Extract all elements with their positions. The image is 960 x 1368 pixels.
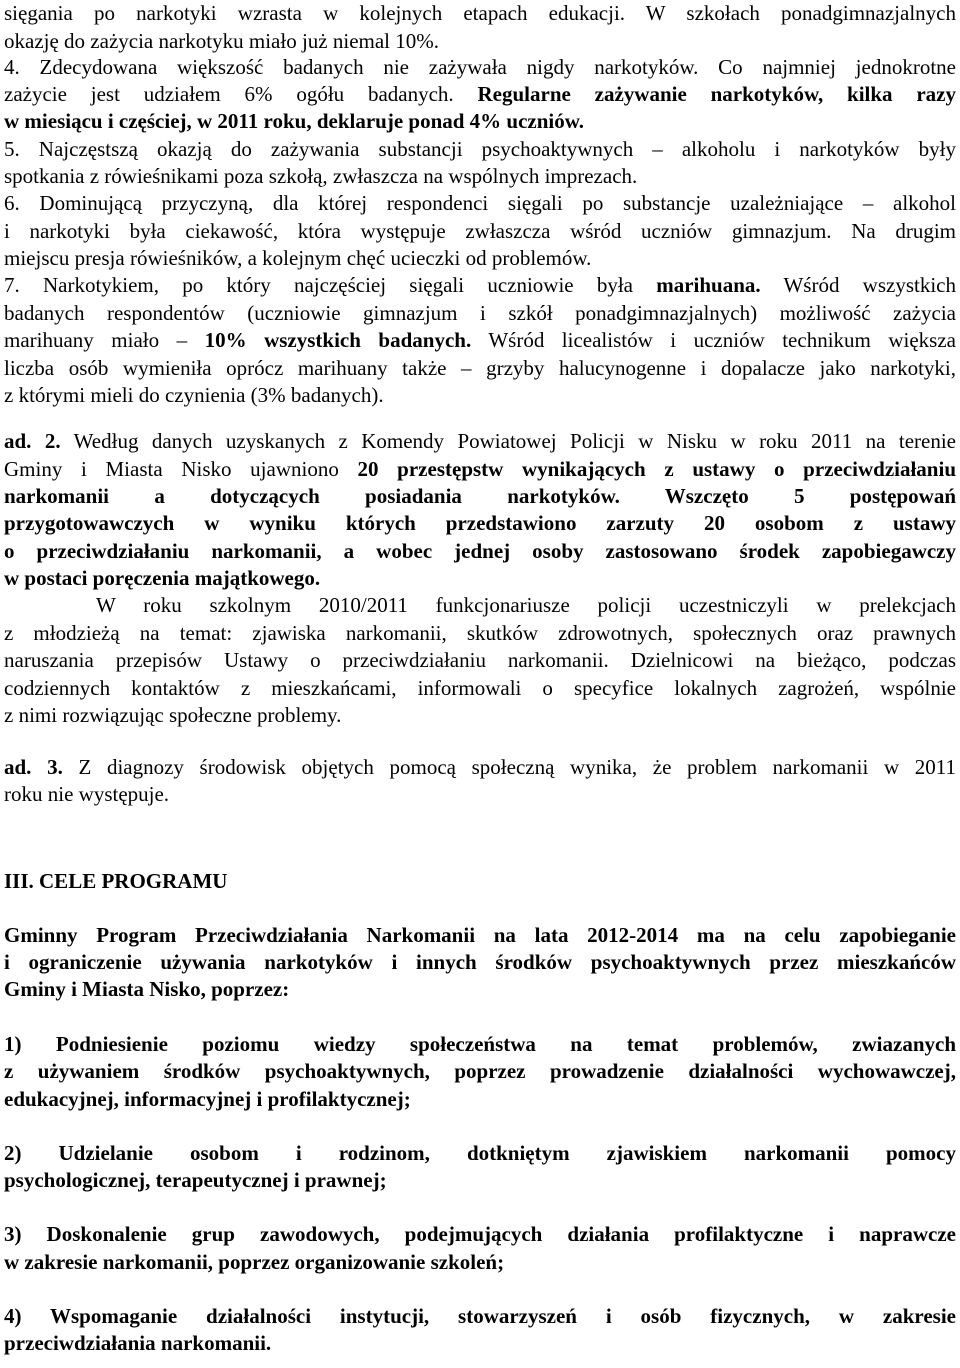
- bold-text: III. CELE PROGRAMU: [4, 869, 228, 893]
- bold-text: Regularne zażywanie narkotyków, kilka razy: [477, 82, 956, 106]
- text-line: [4, 1330, 956, 1356]
- text-line: [4, 136, 956, 162]
- text-line: [4, 781, 956, 807]
- bold-text: marihuana.: [656, 273, 761, 297]
- text-line: [4, 0, 956, 26]
- text-line: [4, 922, 956, 948]
- text-line: [4, 382, 956, 408]
- text-line: [4, 456, 956, 482]
- text-line: [4, 1086, 956, 1112]
- bold-text: psychologicznej, terapeutycznej i prawnej;: [4, 1168, 387, 1192]
- bold-text: o przeciwdziałaniu narkomanii, a wobec jednej osoby zastosowano środek zapobiegawczy: [4, 539, 956, 563]
- bold-text: 10% wszystkich badanych.: [204, 328, 472, 352]
- text-run: z młodzieżą na temat: zjawiska narkomanii, skutków zdrowotnych, społecznych oraz prawnych: [4, 621, 956, 645]
- bold-text: przeciwdziałania narkomanii.: [4, 1331, 272, 1355]
- text-run: 7. Narkotykiem, po który najczęściej sięgali uczniowie była: [4, 273, 657, 297]
- text-line: [4, 1167, 956, 1193]
- bold-text: 20 przestępstw wynikających z ustawy o przeciwdziałaniu: [357, 457, 957, 481]
- text-run: codziennych kontaktów z mieszkańcami, informowali o specyfice lokalnych zagrożeń, wspólnie: [4, 676, 956, 700]
- text-run: z nimi rozwiązując społeczne problemy.: [4, 703, 342, 727]
- text-line: [4, 483, 956, 509]
- text-line: [4, 1140, 956, 1166]
- text-line: [4, 272, 956, 298]
- text-run: liczba osób wymieniła oprócz marihuany także – grzyby halucynogenne i dopalacze jako narkotyki,: [4, 356, 956, 380]
- text-line: [96, 592, 956, 618]
- text-run: 5. Najczęstszą okazją do zażywania substancji psychoaktywnych – alkoholu i narkotyków były: [4, 137, 956, 161]
- text-run: 4. Zdecydowana większość badanych nie zażywała nigdy narkotyków. Co najmniej jednokrotne: [4, 55, 956, 79]
- text-line: [4, 355, 956, 381]
- bold-text: Gminy i Miasta Nisko, poprzez:: [4, 977, 290, 1001]
- bold-text: przygotowawczych w wyniku których przedstawiono zarzuty 20 osobom z ustawy: [4, 511, 956, 535]
- text-line: [4, 218, 956, 244]
- text-line: [4, 1058, 956, 1084]
- text-run: 6. Dominującą przyczyną, dla której respondenci sięgali po substancje uzależniające – alkohol: [4, 191, 956, 215]
- text-run: Wśród wszystkich: [760, 273, 956, 297]
- text-line: [4, 428, 956, 454]
- text-run: W roku szkolnym 2010/2011 funkcjonariusze policji uczestniczyli w prelekcjach: [96, 593, 956, 617]
- text-line: [4, 81, 956, 107]
- bold-text: w miesiącu i częściej, w 2011 roku, deklaruje ponad 4% uczniów.: [4, 109, 585, 133]
- bold-text: ad. 3.: [4, 755, 63, 779]
- bold-text: Gminny Program Przeciwdziałania Narkomanii na lata 2012-2014 ma na celu zapobieganie: [4, 923, 956, 947]
- text-line: [4, 245, 956, 271]
- text-run: roku nie występuje.: [4, 782, 170, 806]
- text-run: i narkotyki była ciekawość, która występuje zwłaszcza wśród uczniów gimnazjum. Na drugim: [4, 219, 956, 243]
- bold-text: narkomanii a dotyczących posiadania narkotyków. Wszczęto 5 postępowań: [4, 484, 956, 508]
- text-line: [4, 1031, 956, 1057]
- text-run: Z diagnozy środowisk objętych pomocą społeczną wynika, że problem narkomanii w 2011: [62, 755, 956, 779]
- text-run: marihuany miało –: [4, 328, 205, 352]
- text-line: [4, 300, 956, 326]
- text-line: [4, 1249, 956, 1275]
- text-line: [4, 54, 956, 80]
- bold-text: z używaniem środków psychoaktywnych, poprzez prowadzenie działalności wychowawczej,: [4, 1059, 956, 1083]
- text-line: [4, 675, 956, 701]
- text-run: z którymi mieli do czynienia (3% badanych).: [4, 383, 384, 407]
- text-line: [4, 976, 956, 1002]
- text-line: [4, 949, 956, 975]
- text-line: [4, 1303, 956, 1329]
- text-line: [4, 702, 956, 728]
- bold-text: ad. 2.: [4, 429, 61, 453]
- text-line: [4, 754, 956, 780]
- text-line: [4, 510, 956, 536]
- text-line: [4, 647, 956, 673]
- text-run: spotkania z rówieśnikami poza szkołą, zwłaszcza na wspólnych imprezach.: [4, 164, 638, 188]
- text-line: [4, 868, 956, 894]
- bold-text: i ograniczenie używania narkotyków i innych środków psychoaktywnych przez mieszkańców: [4, 950, 956, 974]
- text-run: naruszania przepisów Ustawy o przeciwdziałaniu narkomanii. Dzielnicowi na bieżąco, podczas: [4, 648, 956, 672]
- text-run: miejscu presja rówieśników, a kolejnym chęć ucieczki od problemów.: [4, 246, 592, 270]
- text-line: [4, 163, 956, 189]
- bold-text: w zakresie narkomanii, poprzez organizowanie szkoleń;: [4, 1250, 505, 1274]
- text-line: [4, 565, 956, 591]
- bold-text: 3) Doskonalenie grup zawodowych, podejmujących działania profilaktyczne i naprawcze: [4, 1222, 956, 1246]
- text-run: sięgania po narkotyki wzrasta w kolejnych etapach edukacji. W szkołach ponadgimnazjalnych: [4, 1, 956, 25]
- text-line: [4, 190, 956, 216]
- text-line: [4, 28, 956, 54]
- text-line: [4, 108, 956, 134]
- text-run: Gminy i Miasta Nisko ujawniono: [4, 457, 358, 481]
- text-run: okazję do zażycia narkotyku miało już niemal 10%.: [4, 29, 440, 53]
- bold-text: w postaci poręczenia majątkowego.: [4, 566, 321, 590]
- text-line: [4, 327, 956, 353]
- bold-text: 4) Wspomaganie działalności instytucji, stowarzyszeń i osób fizycznych, w zakresie: [4, 1304, 956, 1328]
- text-run: Wśród licealistów i uczniów technikum większa: [471, 328, 956, 352]
- bold-text: 2) Udzielanie osobom i rodzinom, dotkniętym zjawiskiem narkomanii pomocy: [4, 1141, 956, 1165]
- text-run: zażycie jest udziałem 6% ogółu badanych.: [4, 82, 478, 106]
- text-run: badanych respondentów (uczniowie gimnazjum i szkół ponadgimnazjalnych) możliwość zażycia: [4, 301, 956, 325]
- text-line: [4, 620, 956, 646]
- text-line: [4, 1221, 956, 1247]
- text-run: Według danych uzyskanych z Komendy Powiatowej Policji w Nisku w roku 2011 na terenie: [60, 429, 956, 453]
- bold-text: 1) Podniesienie poziomu wiedzy społeczeństwa na temat problemów, zwiazanych: [4, 1032, 956, 1056]
- bold-text: edukacyjnej, informacyjnej i profilaktycznej;: [4, 1087, 411, 1111]
- text-line: [4, 538, 956, 564]
